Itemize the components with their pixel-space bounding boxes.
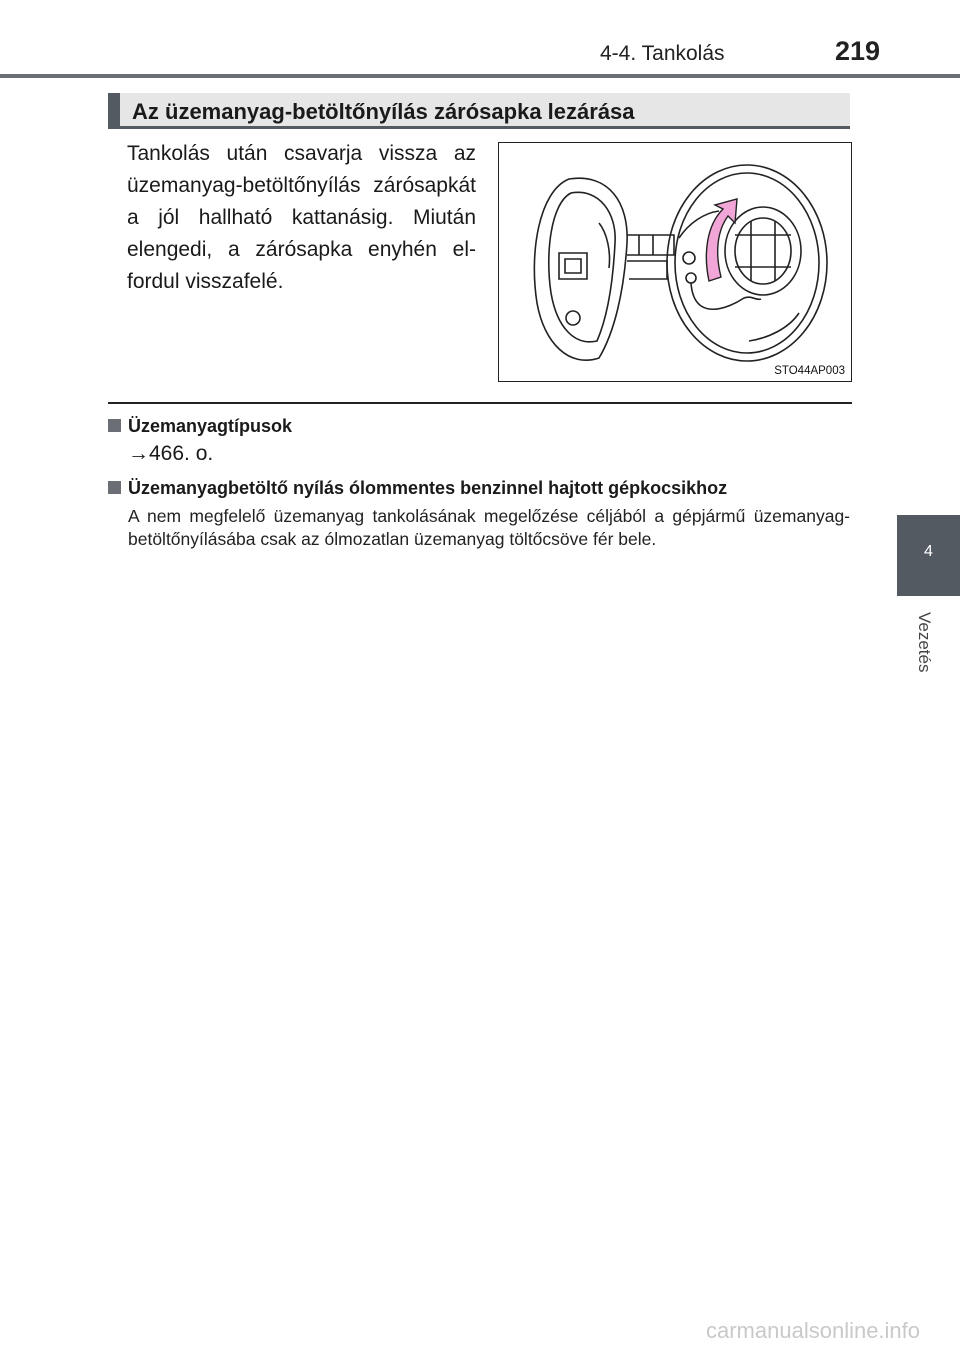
note-heading-fuel-types: [108, 416, 292, 437]
note-heading-filler-opening: [108, 478, 727, 499]
header-section: 4-4. Tankolás: [600, 42, 725, 65]
fuel-cap-illustration: [498, 142, 852, 382]
intro-text: Tankolás után csavarja vissza az üzemanyag-betöltőnyílás zárósapkát a jól hallható kattanásig. Miután elengedi, a zárósapka enyhén elfordul visszafelé.: [127, 142, 476, 293]
watermark: carmanualsonline.info: [706, 1318, 921, 1343]
note-title: Üzemanyagbetöltő nyílás ólommentes benzinnel hajtott gépkocsikhoz: [128, 478, 728, 498]
square-bullet-icon: [108, 481, 121, 494]
page-reference: →466. o.: [128, 442, 214, 465]
section-title: Az üzemanyag-betöltőnyílás zárósapka lezárása: [132, 99, 635, 124]
note-title: Üzemanyagtípusok: [128, 416, 293, 436]
fuel-cap-drawing: [499, 143, 850, 380]
square-bullet-icon: [108, 419, 121, 432]
figure-code: STO44AP003: [774, 365, 845, 377]
chapter-tab: [897, 515, 960, 596]
section-title-bar: [108, 93, 850, 129]
separator-line: [108, 402, 852, 404]
chapter-number: 4: [924, 543, 933, 560]
page-number: 219: [835, 36, 881, 66]
rotation-arrow-icon: [706, 199, 737, 281]
header-rule: [0, 74, 960, 78]
note-body: A nem megfelelő üzemanyag tankolásának megelőzése céljából a gépjármű üzemanyag-betöltőnyílásába csak az ólmozatlan üzemanyag töltőcsöve fér bele.: [128, 506, 850, 549]
chapter-label: Vezetés: [915, 612, 934, 673]
